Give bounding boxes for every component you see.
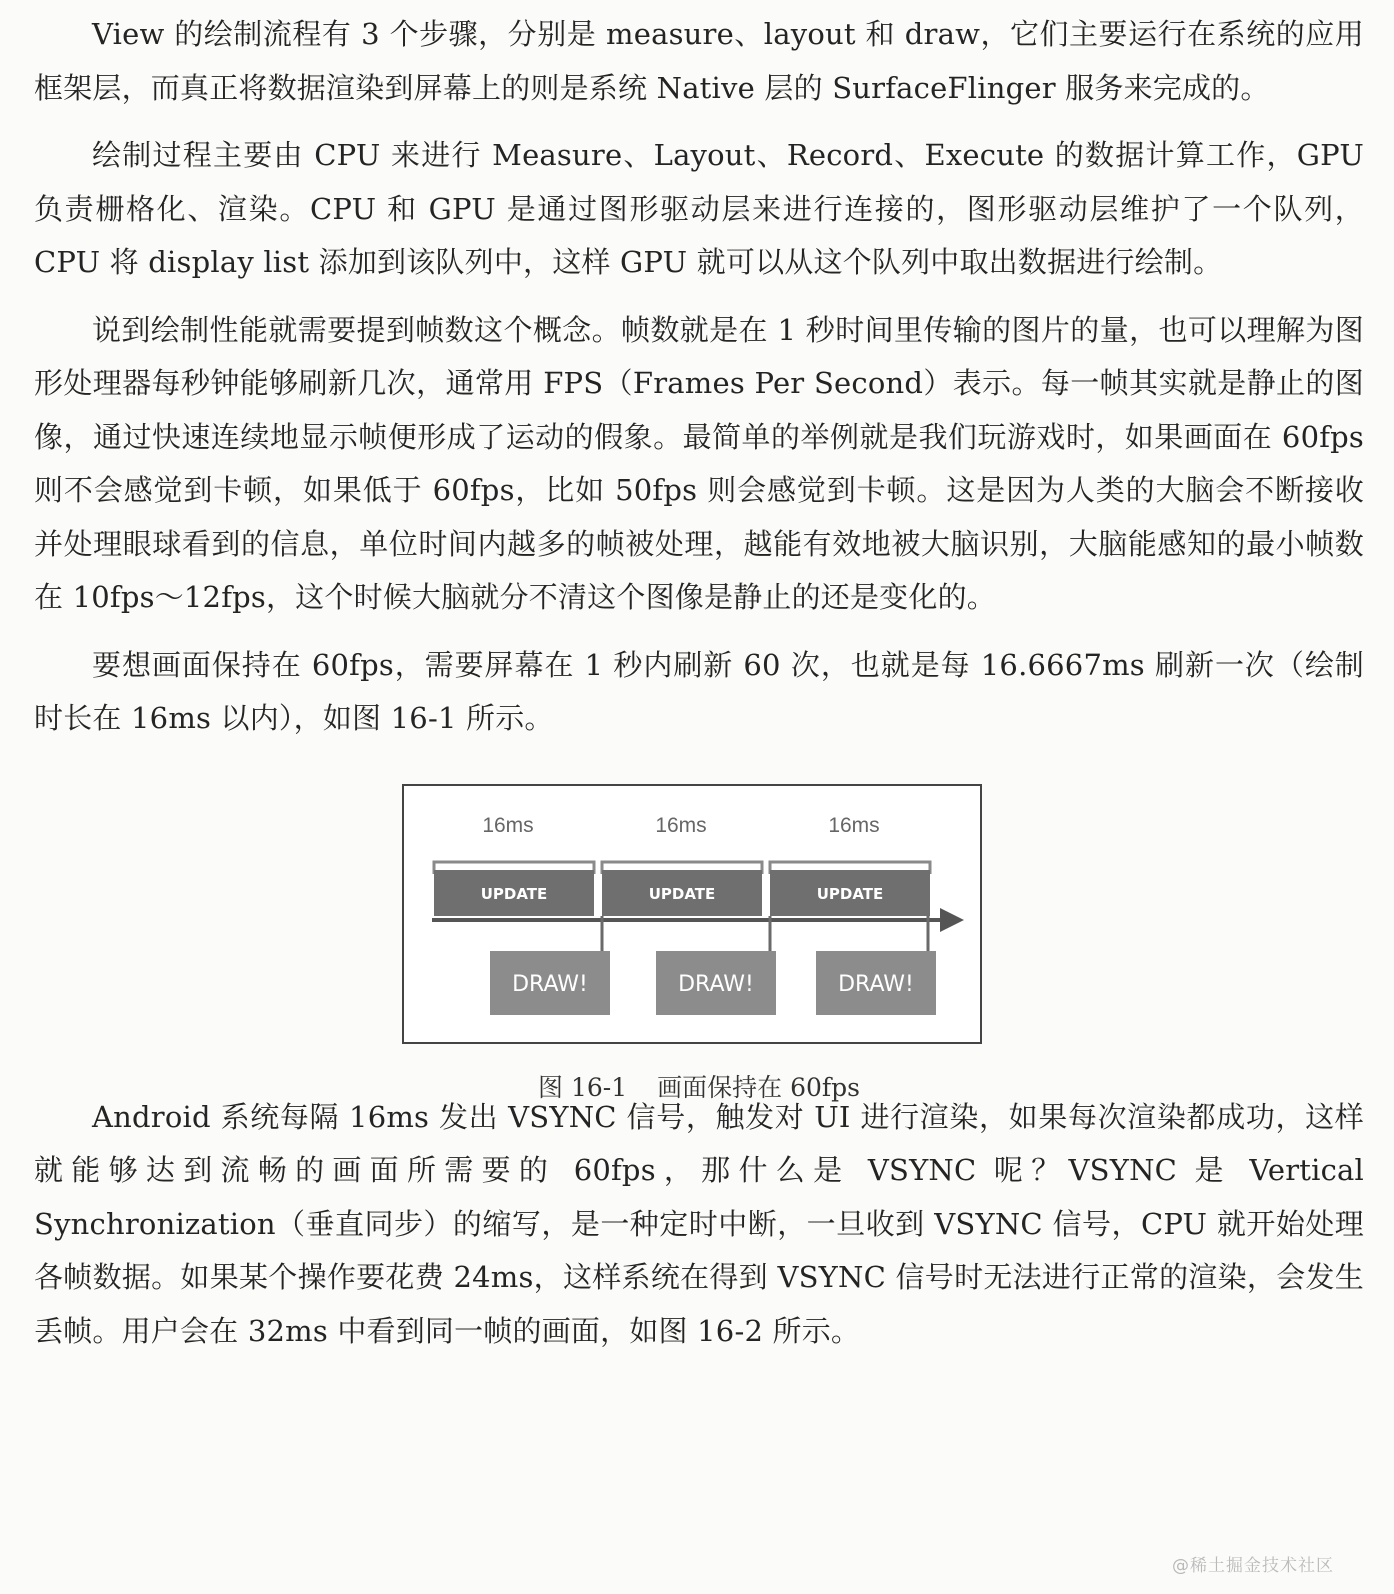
update-draw-diagram <box>404 786 980 1042</box>
draw-label: DRAW! <box>838 971 914 997</box>
watermark: @稀土掘金技术社区 <box>1172 1556 1334 1576</box>
update-label: UPDATE <box>480 884 548 903</box>
figure-caption <box>34 1068 1364 1104</box>
draw-label: DRAW! <box>678 971 754 997</box>
timeline-arrowhead <box>940 908 964 932</box>
interval-label: 16ms <box>655 813 707 837</box>
interval-label: 16ms <box>828 813 880 837</box>
paragraph-view-drawing-steps: View 的绘制流程有 3 个步骤，分别是 measure、layout 和 draw，它们主要运行在系统的应用框架层，而真正将数据渲染到屏幕上的则是系统 Native 层的 SurfaceFlinger 服务来完成的。 <box>34 17 1364 105</box>
paragraph-frame-rate: 说到绘制性能就需要提到帧数这个概念。帧数就是在 1 秒时间里传输的图片的量，也可以理解为图形处理器每秒钟能够刷新几次，通常用 FPS（Frames Per Second）表示。每一帧其实就是静止的图像，通过快速连续地显示帧便形成了运动的假象。最简单的举例就是我们玩游戏时，如果画面在 60fps 则不会感觉到卡顿，如果低于 60fps，比如 50fps 则会感觉到卡顿。这是因为人类的大脑会不断接收并处理眼球看到的信息，单位时间内越多的帧被处理，越能有效地被大脑识别，大脑能感知的最小帧数在 10fps～12fps，这个时候大脑就分不清这个图像是静止的还是变化的。 <box>34 312 1364 614</box>
paragraph-cpu-gpu: 绘制过程主要由 CPU 来进行 Measure、Layout、Record、Execute 的数据计算工作，GPU 负责栅格化、渲染。CPU 和 GPU 是通过图形驱动层来进行连接的，图形驱动层维护了一个队列，CPU 将 display list 添加到该队列中，这样 GPU 就可以从这个队列中取出数据进行绘制。 <box>34 138 1364 279</box>
interval-label: 16ms <box>482 813 534 837</box>
update-label: UPDATE <box>816 884 884 903</box>
draw-label: DRAW! <box>512 971 588 997</box>
figure-16-1 <box>34 746 1364 1102</box>
update-label: UPDATE <box>648 884 716 903</box>
document-page <box>34 8 1364 1358</box>
caption-number: 图 16-1 <box>538 1072 628 1102</box>
paragraph-60fps: 要想画面保持在 60fps，需要屏幕在 1 秒内刷新 60 次，也就是每 16.6667ms 刷新一次（绘制时长在 16ms 以内），如图 16-1 所示。 <box>34 647 1364 735</box>
paragraph-vsync: Android 系统每隔 16ms 发出 VSYNC 信号，触发对 UI 进行渲染，如果每次渲染都成功，这样就能够达到流畅的画面所需要的 60fps，那什么是 VSYNC 呢？VSYNC 是 Vertical Synchronization（垂直同步）的缩写，是一种定时中断，一旦收到 VSYNC 信号，CPU 就开始处理各帧数据。如果某个操作要花费 24ms，这样系统在得到 VSYNC 信号时无法进行正常的渲染，会发生丢帧。用户会在 32ms 中看到同一帧的画面，如图 16-2 所示。 <box>34 1099 1364 1348</box>
caption-text: 画面保持在 60fps <box>657 1072 860 1102</box>
figure-frame <box>402 784 982 1044</box>
